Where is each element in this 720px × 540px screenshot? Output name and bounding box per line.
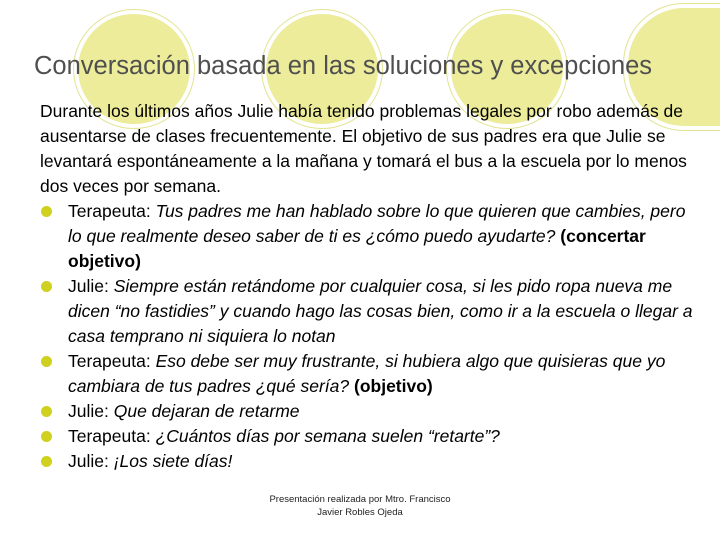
dialogue-quote: Siempre están retándome por cualquier cosa, si les pido ropa nueva me dicen “no fastidies” y cuando hago las cosas bien, como ir a la escuela o llegar a casa temprano ni siquiera lo notan [68,276,693,346]
speaker-label: Julie: [68,451,114,471]
dialogue-list [40,199,700,474]
slide-title: Conversación basada en las soluciones y excepciones [34,52,653,80]
dialogue-item [40,199,700,274]
dialogue-item [40,349,700,399]
dialogue-item [40,274,700,349]
bullet-dot-icon [41,281,52,292]
dialogue-item [40,424,700,449]
footer-line: Presentación realizada por Mtro. Francisco [269,494,451,505]
speaker-label: Terapeuta: [68,426,156,446]
dialogue-quote: Tus padres me han hablado sobre lo que quieren que cambies, pero lo que realmente deseo saber de ti es ¿cómo puedo ayudarte? [68,201,686,246]
bullet-dot-icon [41,456,52,467]
bullet-dot-icon [41,356,52,367]
dialogue-note: (concertar objetivo) [68,226,646,271]
dialogue-quote: ¡Los siete días! [113,451,233,471]
bullet-dot-icon [41,431,52,442]
slide-body [40,99,700,474]
dialogue-item [40,399,700,424]
footer-line: Javier Robles Ojeda [317,507,403,518]
dialogue-quote: Eso debe ser muy frustrante, si hubiera algo que quisieras que yo cambiara de tus padres ¿qué sería? [68,351,666,396]
dialogue-note: (objetivo) [349,376,433,396]
speaker-label: Terapeuta: [68,201,156,221]
slide-footer [0,493,720,519]
dialogue-item [40,449,700,474]
intro-paragraph: Durante los últimos años Julie había tenido problemas legales por robo además de ausentarse de clases frecuentemente. El objetivo de sus padres era que Julie se levantará espontáneamente a la mañana y tomará el bus a la escuela por lo menos dos veces por semana. [40,101,687,196]
bullet-dot-icon [41,406,52,417]
bullet-dot-icon [41,206,52,217]
dialogue-quote: ¿Cuántos días por semana suelen “retarte”? [155,426,500,446]
speaker-label: Julie: [68,401,114,421]
dialogue-quote: Que dejaran de retarme [113,401,300,421]
speaker-label: Julie: [68,276,114,296]
speaker-label: Terapeuta: [68,351,156,371]
